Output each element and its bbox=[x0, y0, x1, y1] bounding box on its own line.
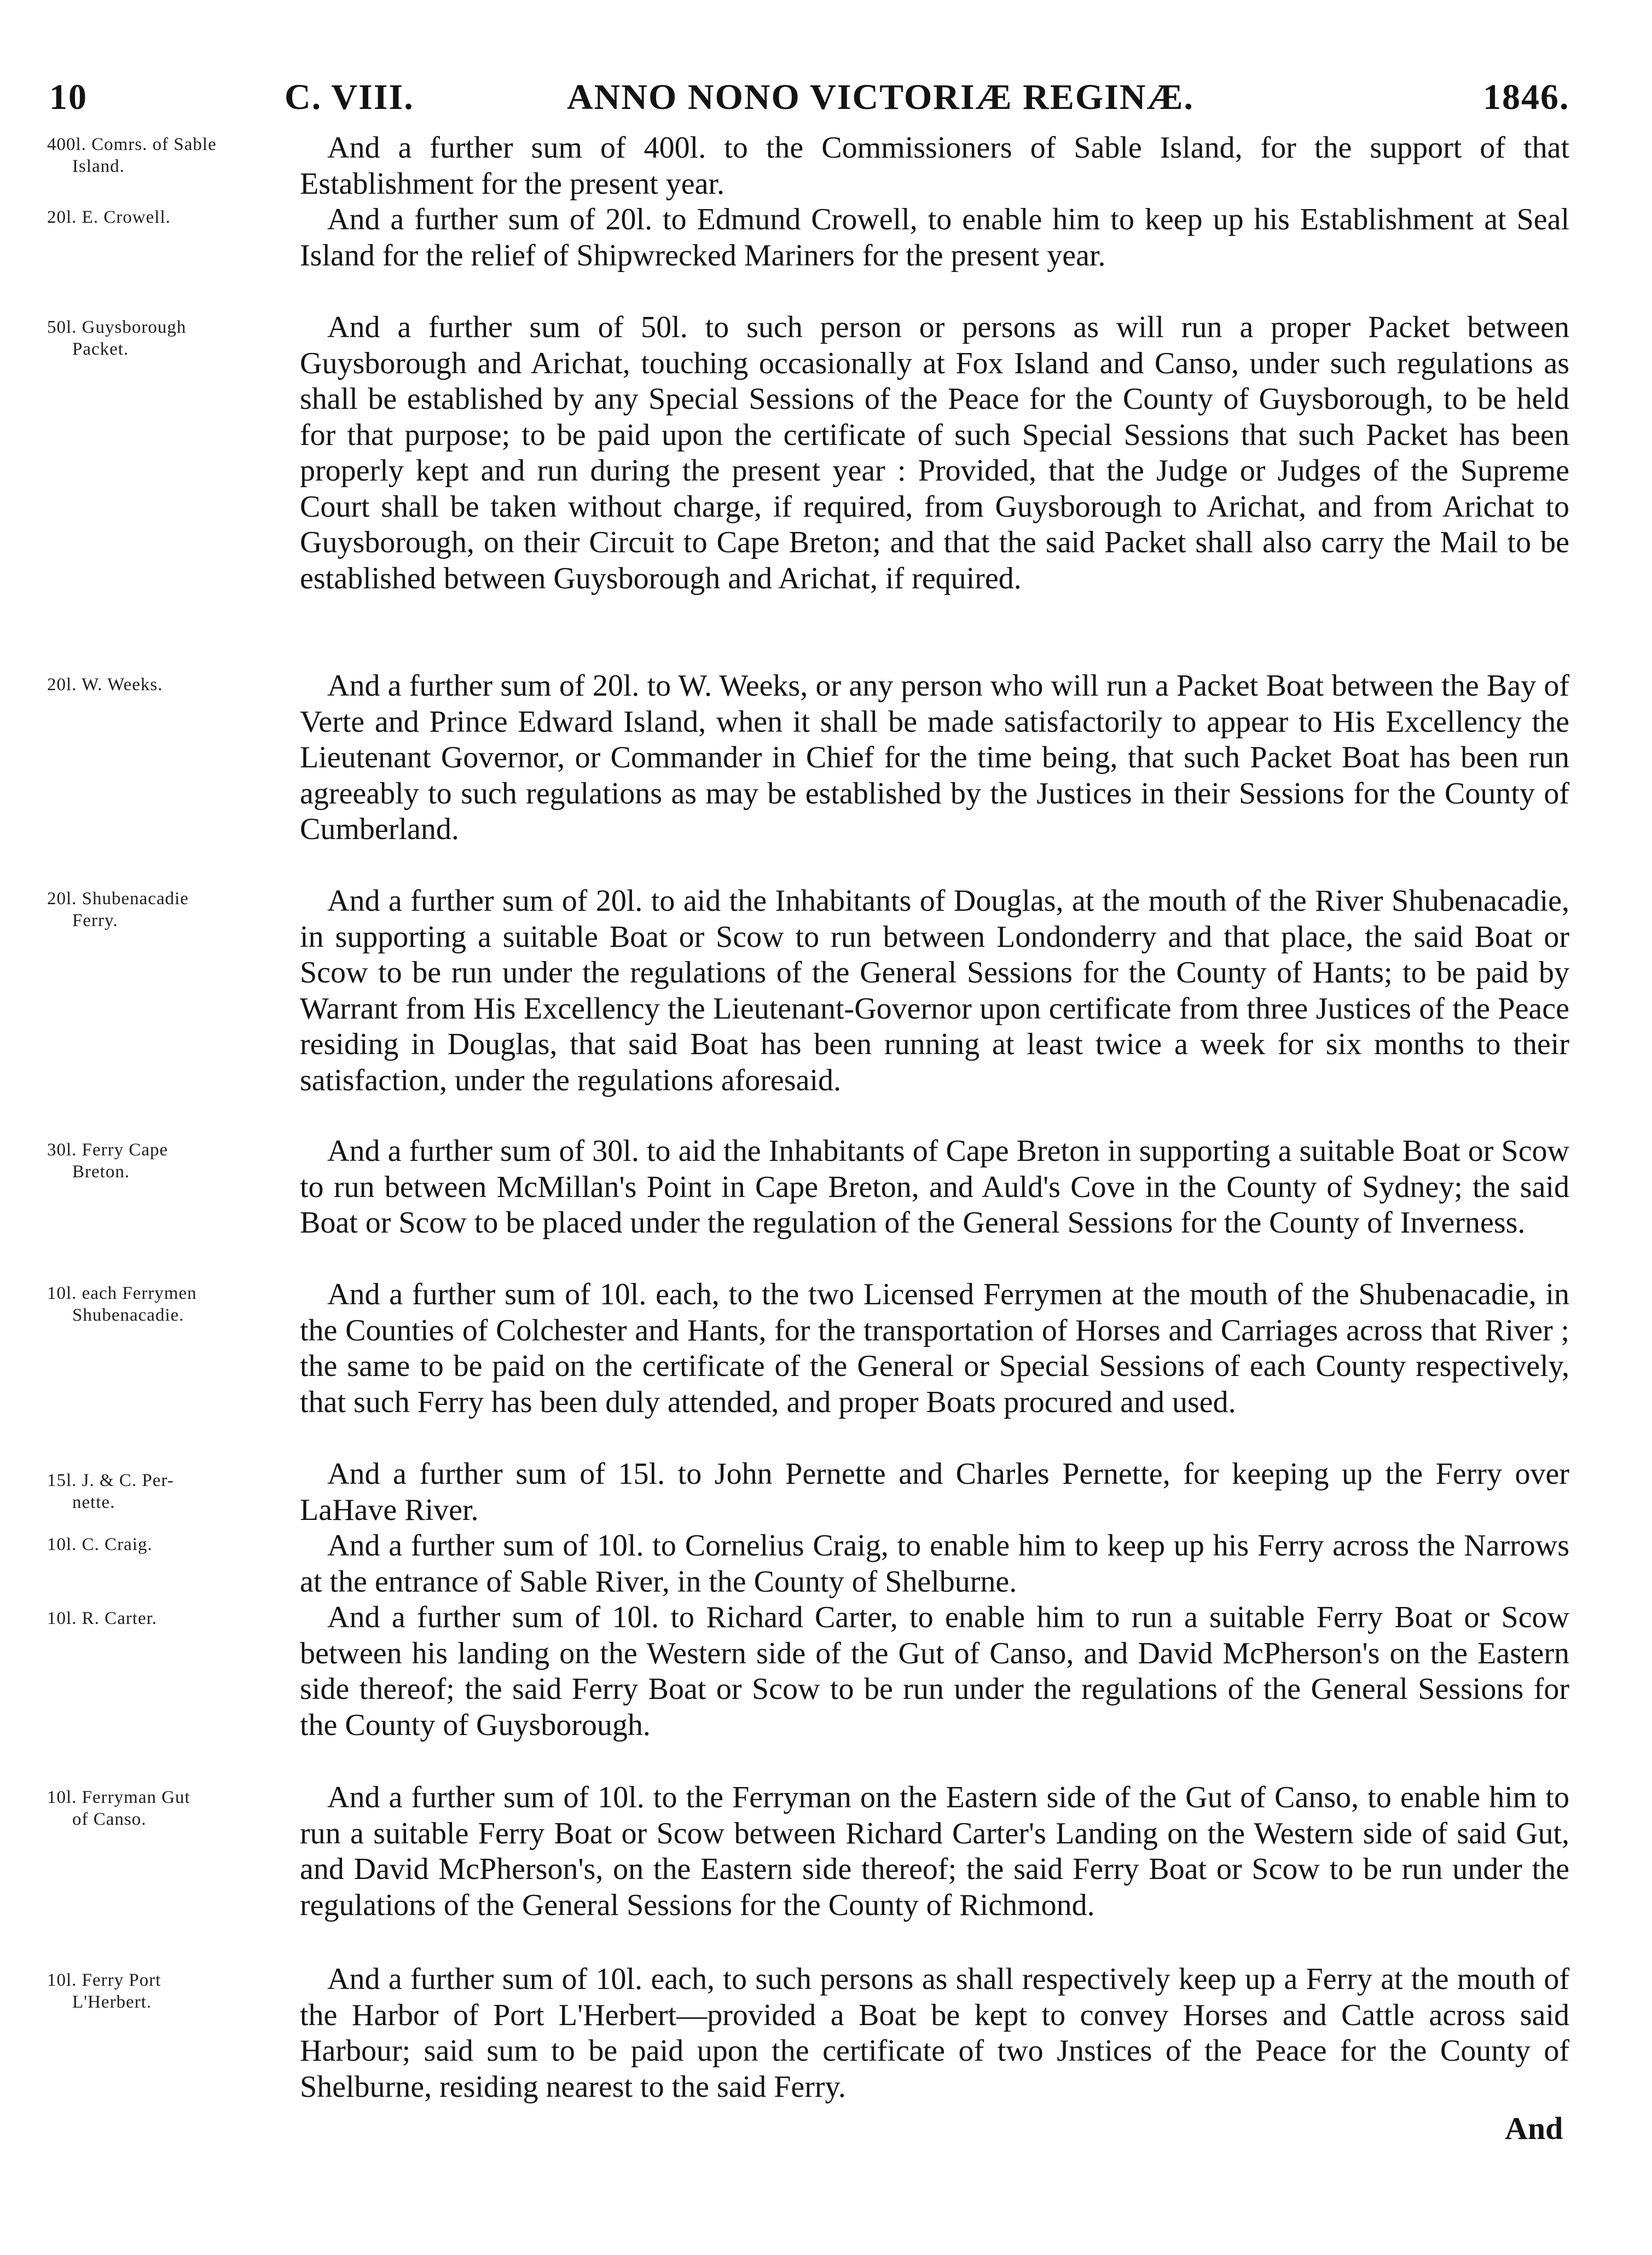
margin-note-line: 20l. W. Weeks. bbox=[47, 675, 163, 695]
margin-note bbox=[47, 888, 266, 932]
chapter-label: C. VIII. bbox=[285, 77, 414, 117]
margin-note-line: 20l. E. Crowell. bbox=[47, 207, 171, 227]
margin-note bbox=[47, 1282, 266, 1326]
margin-note-line: 10l. Ferryman Gut bbox=[47, 1788, 190, 1807]
entry-text: And a further sum of 10l. each, to such persons as shall respectively keep up a Ferry at the mouth of the Harbor of Port L'Herbert—provided a Boat be kept to convey Horses and Cattle across said Harbour; said sum to be paid upon the certificate of two Jnstices of the Peace for the County of Shelburne, residing nearest to the said Ferry. bbox=[300, 1962, 1569, 2104]
entry-text: And a further sum of 10l. each, to the two Licensed Ferrymen at the mouth of the Shubenacadie, in the Counties of Colchester and Hants, for the transportation of Horses and Carriages across that River ; the same to be paid on the certificate of the General or Special Sessions of each County respectively, that such Ferry has been duly attended, and proper Boats procured and used. bbox=[300, 1277, 1569, 1419]
margin-note-line: nette. bbox=[72, 1493, 115, 1512]
margin-note bbox=[47, 316, 266, 360]
margin-note-line: Shubenacadie. bbox=[72, 1305, 184, 1325]
margin-note-line: 400l. Comrs. of Sable bbox=[47, 135, 217, 154]
entry-text: And a further sum of 20l. to aid the Inhabitants of Douglas, at the mouth of the River Shubenacadie, in supporting a suitable Boat or Scow to run between Londonderry and that place, the said Boat or Scow to be run under the regulations of the General Sessions for the County of Hants; to be paid by Warrant from His Excellency the Lieutenant-Governor upon certificate from three Justices of the Peace residing in Douglas, that said Boat has been running at least twice a week for six months to their satisfaction, under the regulations aforesaid. bbox=[300, 884, 1569, 1097]
margin-note-line: 10l. R. Carter. bbox=[47, 1609, 158, 1628]
margin-note-line: of Canso. bbox=[72, 1809, 147, 1829]
margin-note-line: Ferry. bbox=[72, 911, 118, 930]
margin-note-line: 10l. Ferry Port bbox=[47, 1970, 161, 1990]
margin-note bbox=[47, 1139, 266, 1183]
margin-note bbox=[47, 674, 266, 696]
catchword: And bbox=[1505, 2111, 1563, 2146]
entry-text: And a further sum of 15l. to John Pernette and Charles Pernette, for keeping up the Ferry over LaHave River. bbox=[300, 1457, 1569, 1527]
margin-note-line: 20l. Shubenacadie bbox=[47, 889, 189, 909]
running-title: ANNO NONO VICTORIÆ REGINÆ. bbox=[567, 77, 1195, 117]
entry-text: And a further sum of 400l. to the Commissioners of Sable Island, for the support of that Establishment for the present year. bbox=[300, 131, 1569, 201]
margin-note-line: L'Herbert. bbox=[72, 1992, 152, 2012]
margin-note-line: 15l. J. & C. Per- bbox=[47, 1471, 174, 1490]
margin-note-line: Island. bbox=[72, 157, 125, 176]
page-number: 10 bbox=[49, 77, 88, 117]
margin-note-line: 50l. Guysborough bbox=[47, 317, 187, 337]
entry-text: And a further sum of 50l. to such person or persons as will run a proper Packet between Guysborough and Arichat, touching occasionally at Fox Island and Canso, under such regulations as shall be established by any Special Sessions of the Peace for the County of Guysborough, to be held for that purpose; to be paid upon the certificate of such Special Sessions that such Packet has been properly kept and run during the present year : Provided, that the Judge or Judges of the Supreme Court shall be taken without charge, if required, from Guysborough to Arichat, and from Arichat to Guysborough, on their Circuit to Cape Breton; and that the said Packet shall also carry the Mail to be established between Guysborough and Arichat, if required. bbox=[300, 310, 1569, 595]
margin-note-line: 30l. Ferry Cape bbox=[47, 1140, 169, 1160]
entry-text: And a further sum of 20l. to W. Weeks, or any person who will run a Packet Boat between the Bay of Verte and Prince Edward Island, when it shall be made satisfactorily to appear to His Excellency the Lieutenant Governor, or Commander in Chief for the time being, that such Packet Boat has been run agreeably to such regulations as may be established by the Justices in their Sessions for the County of Cumberland. bbox=[300, 669, 1569, 846]
margin-note-line: 10l. C. Craig. bbox=[47, 1535, 153, 1554]
margin-note bbox=[47, 1534, 266, 1556]
margin-note bbox=[47, 134, 266, 177]
margin-note bbox=[47, 1470, 266, 1513]
margin-note bbox=[47, 206, 266, 228]
entry-text: And a further sum of 30l. to aid the Inhabitants of Cape Breton in supporting a suitable Boat or Scow to run between McMillan's Point in Cape Breton, and Auld's Cove in the County of Sydney; the said Boat or Scow to be placed under the regulation of the General Sessions for the County of Inverness. bbox=[300, 1134, 1569, 1240]
margin-note bbox=[47, 1969, 266, 2013]
year-label: 1846. bbox=[1483, 77, 1570, 117]
margin-note-line: Breton. bbox=[72, 1162, 130, 1182]
entry-text: And a further sum of 10l. to Richard Carter, to enable him to run a suitable Ferry Boat or Scow between his landing on the Western side of the Gut of Canso, and David McPherson's on the Eastern side thereof; the said Ferry Boat or Scow to be run under the regulations of the General Sessions for the County of Guysborough. bbox=[300, 1600, 1569, 1742]
margin-note bbox=[47, 1786, 266, 1830]
entry-text: And a further sum of 10l. to the Ferryman on the Eastern side of the Gut of Canso, to enable him to run a suitable Ferry Boat or Scow between Richard Carter's Landing on the Western side of said Gut, and David McPherson's, on the Eastern side thereof; the said Ferry Boat or Scow to be run under the regulations of the General Sessions for the County of Richmond. bbox=[300, 1780, 1569, 1922]
margin-note-line: 10l. each Ferrymen bbox=[47, 1283, 197, 1303]
entry-text: And a further sum of 10l. to Cornelius Craig, to enable him to keep up his Ferry across the Narrows at the entrance of Sable River, in the County of Shelburne. bbox=[300, 1529, 1569, 1599]
margin-note bbox=[47, 1608, 266, 1629]
entry-text: And a further sum of 20l. to Edmund Crowell, to enable him to keep up his Establishment at Seal Island for the relief of Shipwrecked Mariners for the present year. bbox=[300, 203, 1569, 273]
margin-note-line: Packet. bbox=[72, 339, 129, 359]
